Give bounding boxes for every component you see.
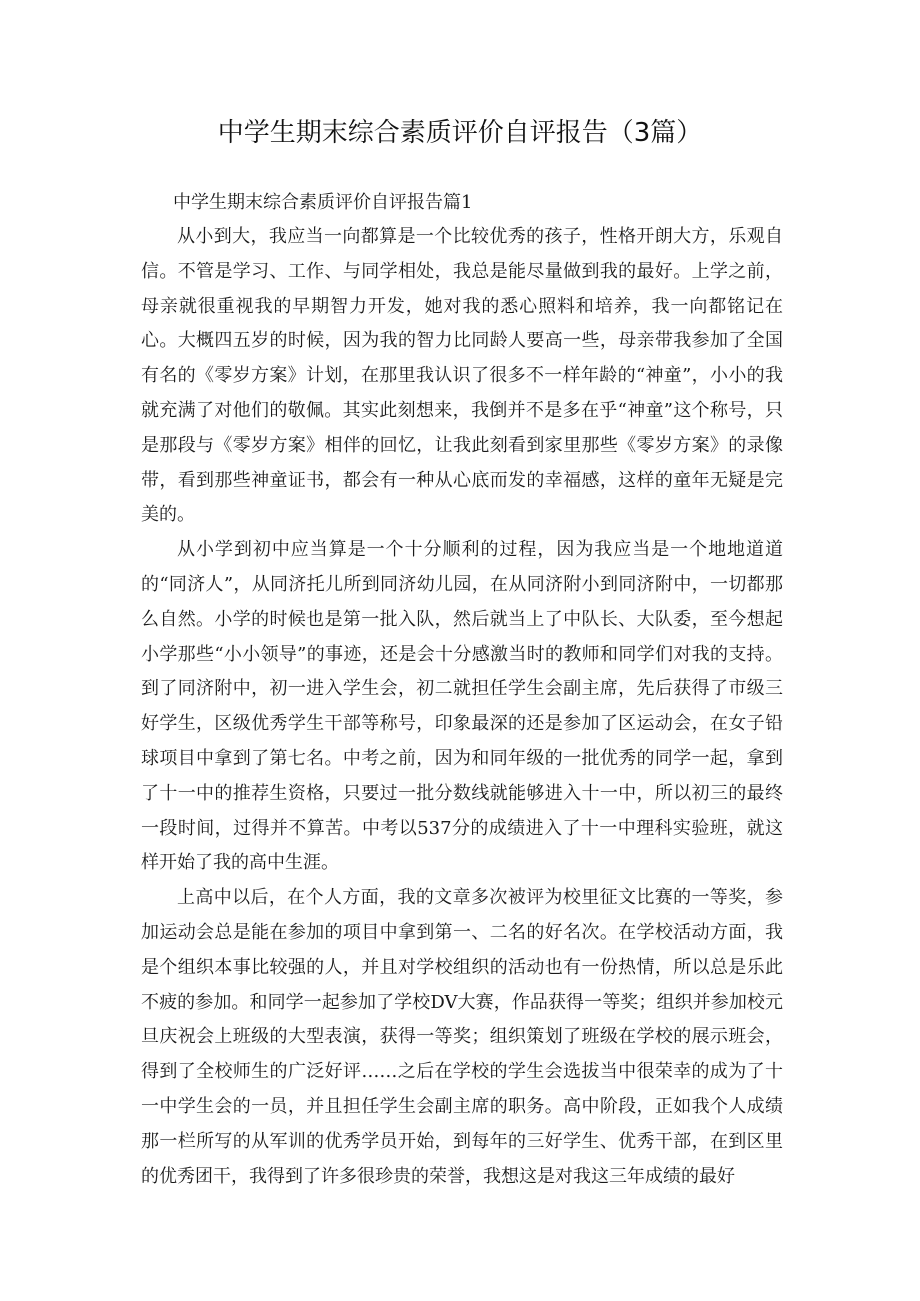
paragraph-3: 上高中以后，在个人方面，我的文章多次被评为校里征文比赛的一等奖，参加运动会总是能在参加的项目中拿到第一、二名的好名次。在学校活动方面，我是个组织本事比较强的人，并且对学校组织的活动也有一份热情，所以总是乐此不疲的参加。和同学一起参加了学校DV大赛，作品获得一等奖；组织并参加校元旦庆祝会上班级的大型表演，获得一等奖；组织策划了班级在学校的展示班会，得到了全校师生的广泛好评……之后在学校的学生会选拔当中很荣幸的成为了十一中学生会的一员，并且担任学生会副主席的职务。高中阶段，正如我个人成绩那一栏所写的从军训的优秀学员开始，到每年的三好学生、优秀干部，在到区里的优秀团干，我得到了许多很珍贵的荣誉，我想这是对我这三年成绩的最好 — [141, 887, 783, 1187]
paragraph-1: 从小到大，我应当一向都算是一个比较优秀的孩子，性格开朗大方，乐观自信。不管是学习、工作、与同学相处，我总是能尽量做到我的最好。上学之前，母亲就很重视我的早期智力开发，她对我的悉心照料和培养，我一向都铭记在心。大概四五岁的时候，因为我的智力比同龄人要高一些，母亲带我参加了全国有名的《零岁方案》计划，在那里我认识了很多不一样年龄的“神童”，小小的我就充满了对他们的敬佩。其实此刻想来，我倒并不是多在乎“神童”这个称号，只是那段与《零岁方案》相伴的回忆，让我此刻看到家里那些《零岁方案》的录像带，看到那些神童证书，都会有一种从心底而发的幸福感，这样的童年无疑是完美的。 — [141, 226, 783, 526]
document-title: 中学生期末综合素质评价自评报告（3篇） — [217, 118, 703, 148]
document-body — [141, 186, 783, 1194]
section-heading: 中学生期末综合素质评价自评报告篇1 — [173, 192, 473, 213]
paragraph-2: 从小学到初中应当算是一个十分顺利的过程，因为我应当是一个地地道道的“同济人”，从同济托儿所到同济幼儿园，在从同济附小到同济附中，一切都那么自然。小学的时候也是第一批入队，然后就当上了中队长、大队委，至今想起小学那些“小小领导”的事迹，还是会十分感激当时的教师和同学们对我的支持。到了同济附中，初一进入学生会，初二就担任学生会副主席，先后获得了市级三好学生，区级优秀学生干部等称号，印象最深的还是参加了区运动会，在女子铅球项目中拿到了第七名。中考之前，因为和同年级的一批优秀的同学一起，拿到了十一中的推荐生资格，只要过一批分数线就能够进入十一中，所以初三的最终一段时间，过得并不算苦。中考以537分的成绩进入了十一中理科实验班，就这样开始了我的高中生涯。 — [141, 539, 783, 874]
